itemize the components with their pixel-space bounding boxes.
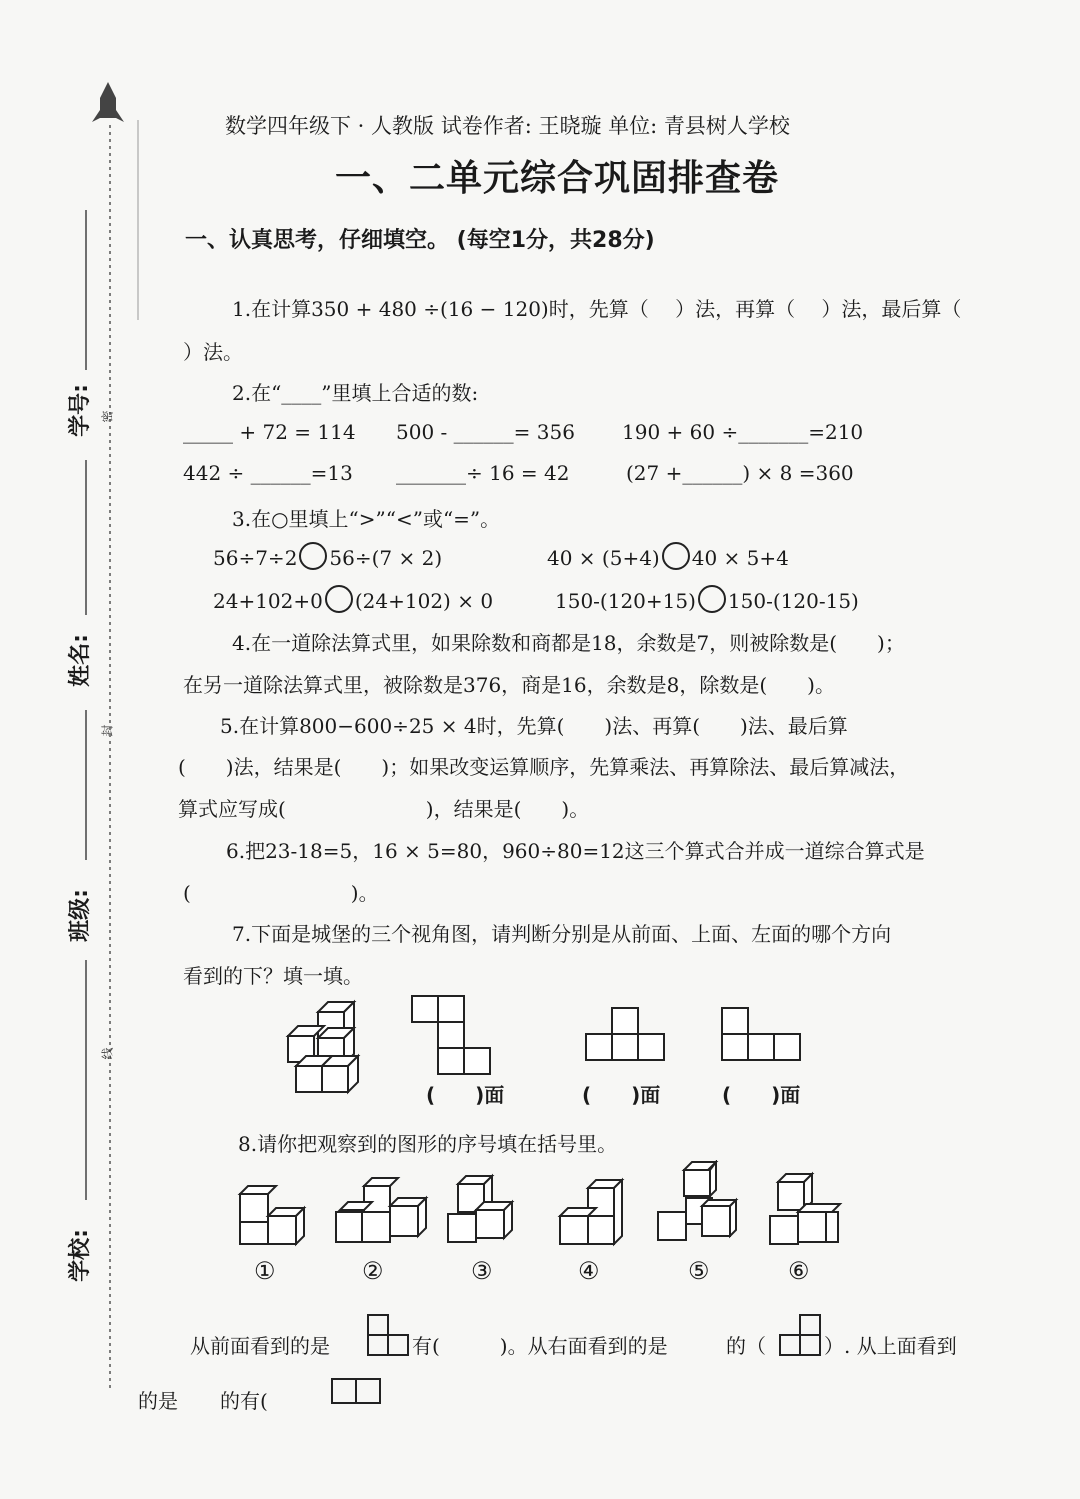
q4-line-1: 4.在一道除法算式里，如果除数和商都是18，余数是7，则被除数是( )； (232, 631, 905, 655)
q3-right-expr: 56÷(7 × 2) (329, 546, 443, 570)
top-view-mini-shape (330, 1377, 384, 1407)
front-view-mini-shape (364, 1313, 412, 1357)
q2-heading: 2.在“____”里填上合适的数: (232, 381, 479, 405)
q7-answer-label: ( )面 (722, 1083, 801, 1107)
cube-figure-6 (770, 1174, 840, 1244)
q7-answer-label: ( )面 (582, 1083, 661, 1107)
q5-line-3: 算式应写成( )，结果是( )。 (178, 797, 590, 821)
exam-meta-line: 数学四年级下 · 人教版 试卷作者: 王晓璇 单位: 青县树人学校 (225, 114, 790, 138)
q7-line-1: 7.下面是城堡的三个视角图，请判断分别是从前面、上面、左面的哪个方向 (232, 922, 892, 946)
seal-xian-text: 线 (100, 1047, 115, 1060)
q2-item: 190 + 60 ÷_______=210 (622, 420, 864, 444)
q7-answer-label: ( )面 (426, 1083, 505, 1107)
q7-line-2: 看到的下？填一填。 (183, 964, 363, 988)
school-label: 学校: (67, 1229, 93, 1282)
compare-circle[interactable] (698, 585, 726, 613)
q2-item: _______÷ 16 = 42 (396, 461, 570, 485)
cube-figure-4 (560, 1180, 622, 1244)
q3-compare-item (213, 542, 442, 570)
q8-answer-text-4: ）. 从上面看到 (824, 1334, 957, 1358)
compare-circle[interactable] (299, 542, 327, 570)
name-label: 姓名: (67, 634, 93, 687)
q2-item: 442 ÷ ______=13 (183, 461, 353, 485)
q8-answer-text-3: 的（ (726, 1334, 766, 1358)
compare-circle[interactable] (662, 542, 690, 570)
figure-number: ① (254, 1257, 276, 1285)
cube-figure-3 (448, 1176, 512, 1242)
q4-line-2: 在另一道除法算式里，被除数是376，商是16，余数是8，除数是( )。 (183, 673, 835, 697)
q6-line-1: 6.把23-18=5，16 × 5=80，960÷80=12这三个算式合并成一道综合算式是 (226, 839, 925, 863)
view-figure-3 (722, 1008, 800, 1060)
class-label: 班级: (67, 889, 93, 942)
q5-line-2: ( )法，结果是( )；如果改变运算顺序，先算乘法、再算除法、最后算减法， (178, 755, 910, 779)
q3-left-expr: 40 × (5+4) (547, 546, 660, 570)
q5-line-1: 5.在计算800−600÷25 × 4时，先算( )法、再算( )法、最后算 (220, 714, 848, 738)
q3-right-expr: 150-(120-15) (727, 589, 859, 613)
cube-figure-2 (336, 1178, 426, 1242)
exam-title: 一、二单元综合巩固排查卷 (335, 158, 780, 199)
right-view-mini-shape (776, 1313, 824, 1357)
q2-item: 500 - ______= 356 (396, 420, 575, 444)
q6-line-2: ( )。 (183, 881, 379, 905)
q3-compare-item (213, 585, 493, 613)
q3-heading: 3.在○里填上“>”“<”或“=”。 (232, 507, 501, 531)
view-figure-2 (586, 1008, 664, 1060)
compare-circle[interactable] (325, 585, 353, 613)
figure-number: ② (362, 1257, 384, 1285)
q8-answer-text-1: 从前面看到的是 (190, 1334, 330, 1358)
figure-number: ③ (471, 1257, 493, 1285)
seal-feng-text: 封 (100, 724, 115, 737)
q8-answer-text-5: 的是 (138, 1389, 178, 1413)
q3-compare-item (555, 585, 859, 613)
q2-item: _____ + 72 = 114 (183, 420, 356, 444)
q8-answer-text-2: 有( )。从右面看到的是 (412, 1334, 668, 1358)
figure-number: ④ (578, 1257, 600, 1285)
q8-answer-text-6: 的有( (220, 1389, 268, 1413)
figure-number: ⑤ (688, 1257, 710, 1285)
rocket-icon (92, 82, 124, 122)
q1-line-2: ）法。 (183, 340, 243, 364)
binding-margin (0, 0, 150, 1499)
q2-item: (27 +______) × 8 =360 (626, 461, 854, 485)
q8-heading: 8.请你把观察到的图形的序号填在括号里。 (238, 1132, 618, 1156)
q3-left-expr: 56÷7÷2 (213, 546, 298, 570)
cube-figure-1 (240, 1186, 304, 1244)
q3-left-expr: 24+102+0 (213, 589, 323, 613)
castle-3d-figure (288, 1002, 358, 1092)
q3-compare-item (547, 542, 789, 570)
student-number-label: 学号: (67, 384, 93, 437)
view-figure-1 (412, 996, 490, 1074)
q3-left-expr: 150-(120+15) (555, 589, 696, 613)
seal-mi-text: 密 (100, 410, 115, 423)
q3-right-expr: 40 × 5+4 (691, 546, 789, 570)
cube-figure-5 (658, 1162, 736, 1240)
q1-line-1: 1.在计算350 + 480 ÷(16 − 120)时，先算（ ）法，再算（ ）法，最后算（ (232, 297, 962, 321)
q8-cube-figures (232, 1160, 852, 1255)
section-heading: 一、认真思考，仔细填空。 (每空1分，共28分) (185, 228, 655, 253)
figure-number: ⑥ (788, 1257, 810, 1285)
q3-right-expr: (24+102) × 0 (354, 589, 494, 613)
